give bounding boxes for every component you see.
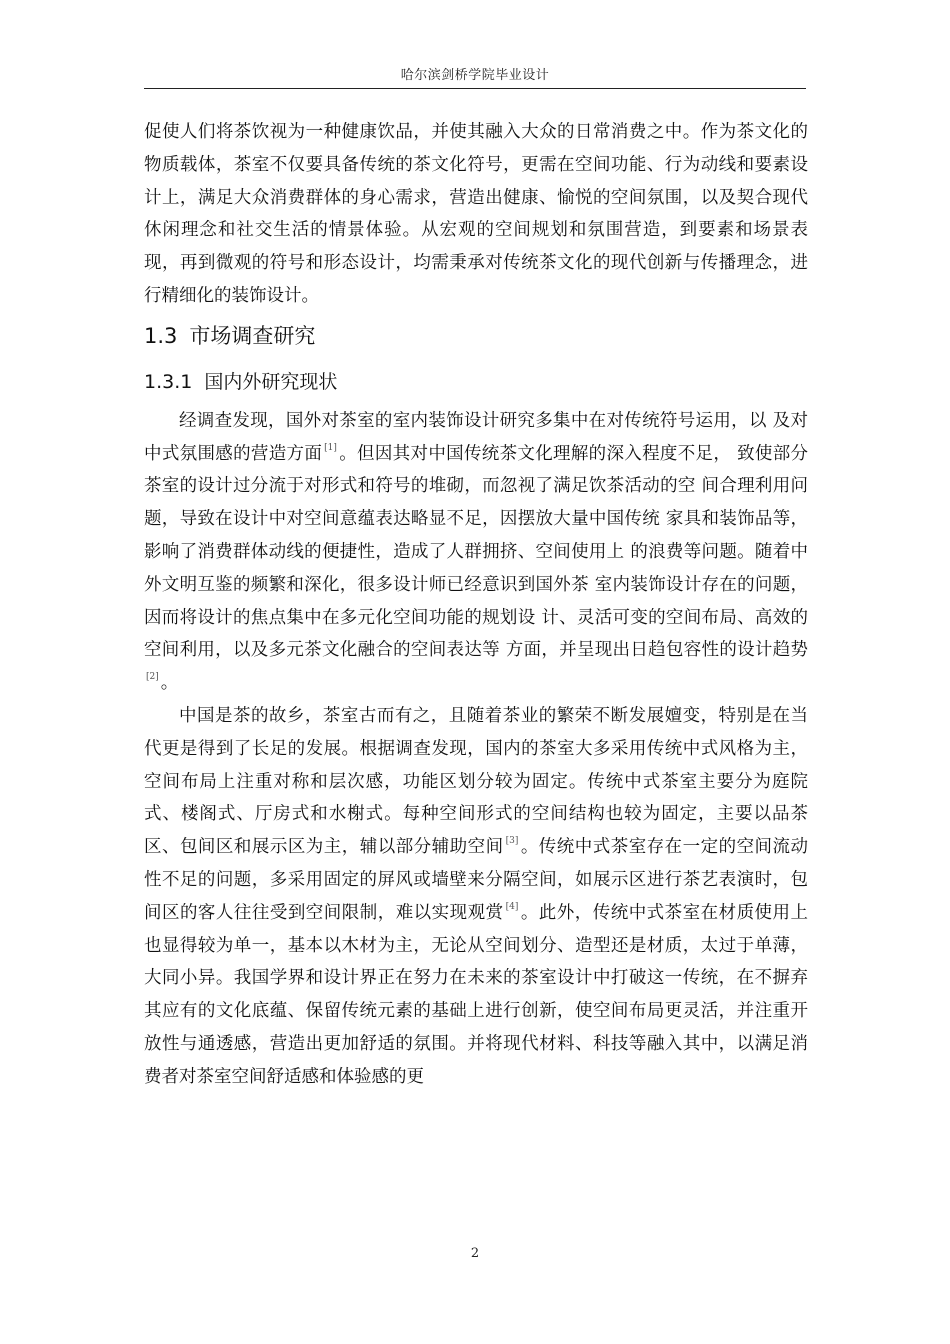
citation-ref: [3]: [505, 836, 519, 847]
header-divider: [144, 88, 806, 89]
document-body: [144, 116, 808, 1094]
citation-ref: [4]: [505, 901, 519, 912]
page-number: 2: [470, 1246, 480, 1261]
citation-ref: [1]: [324, 442, 337, 453]
subsection-heading: [144, 359, 808, 405]
page-header-title: 哈尔滨剑桥学院毕业设计: [400, 68, 550, 83]
paragraph-text: 。传统中式茶室存在一定的空间流动性不足的问题，多采用固定的屏风或墙壁来分隔空间，如展示区进行茶艺表演时，包间区的客人往往受到空间限制，难以实现观赏: [144, 837, 809, 923]
paragraph-text: 。: [160, 673, 179, 694]
paragraph-text: 经调查发现，国外对茶室的室内装饰设计研究多集中在对传统符号运用，以 及对中式氛围感的营造方面: [144, 410, 808, 464]
paragraph-text: 。但因其对中国传统茶文化理解的深入程度不足， 致使部分茶室的设计过分流于对形式和符号的堆砌，而忽视了满足饮茶活动的空 间合理利用问题，导致在设计中对空间意蕴表达略显不足，因摆放大量中国传统 家具和装饰品等，影响了消费群体动线的便捷性，造成了人群拥挤、空间使用上 的浪费等问题。随着中外文明互鉴的频繁和深化，很多设计师已经意识到国外茶 室内装饰设计存在的问题，因而将设计的焦点集中在多元化空间功能的规划设 计、灵活可变的空间布局、高效的空间利用，以及多元茶文化融合的空间表达等 方面，并呈现出日趋包容性的设计趋势: [144, 443, 809, 661]
body-paragraph-foreign-research: [144, 405, 808, 700]
paragraph-text: 。此外，传统中式茶室在材质使用上也显得较为单一，基本以木材为主，无论从空间划分、造型还是材质，太过于单薄，大同小异。我国学界和设计界正在努力在未来的茶室设计中打破这一传统，在不摒弃其应有的文化底蕴、保留传统元素的基础上进行创新，使空间布局更灵活，并注重开放性与通透感，营造出更加舒适的氛围。并将现代材料、科技等融入其中，以满足消费者对茶室空间舒适感和体验感的更: [144, 902, 809, 1087]
section-title: 市场调查研究: [189, 323, 316, 348]
subsection-number: 1.3.1: [144, 370, 193, 393]
subsection-title: 国内外研究现状: [204, 370, 338, 393]
intro-paragraph: 促使人们将茶饮视为一种健康饮品，并使其融入大众的日常消费之中。作为茶文化的物质载体，茶室不仅要具备传统的茶文化符号，更需在空间功能、行为动线和要素设计上，满足大众消费群体的身心需求，营造出健康、愉悦的空间氛围，以及契合现代休闲理念和社交生活的情景体验。从宏观的空间规划和氛围营造，到要素和场景表现，再到微观的符号和形态设计，均需秉承对传统茶文化的现代创新与传播理念，进行精细化的装饰设计。: [144, 122, 808, 306]
section-heading: [144, 313, 808, 359]
section-number: 1.3: [144, 323, 178, 348]
citation-ref: [2]: [146, 672, 159, 683]
body-paragraph-domestic-research: [144, 700, 808, 1094]
paragraph-text: 中国是茶的故乡，茶室古而有之，且随着茶业的繁荣不断发展嬗变，特别是在当代更是得到了长足的发展。根据调查发现，国内的茶室大多采用传统中式风格为主，空间布局上注重对称和层次感，功能区划分较为固定。传统中式茶室主要分为庭院式、楼阁式、厅房式和水榭式。每种空间形式的空间结构也较为固定，主要以品茶区、包间区和展示区为主，辅以部分辅助空间: [144, 705, 808, 858]
